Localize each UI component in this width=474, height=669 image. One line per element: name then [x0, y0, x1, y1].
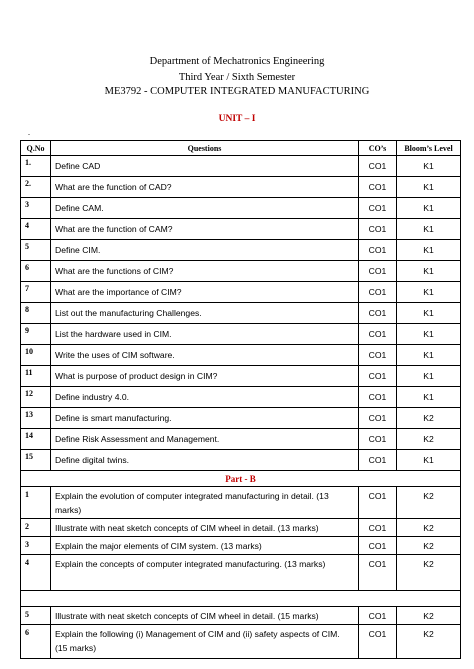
blooms-level: K1: [397, 366, 461, 387]
question-text: Define CAD: [51, 156, 359, 177]
question-number: 10: [21, 345, 51, 366]
table-row: [21, 198, 461, 219]
blooms-level: K2: [397, 625, 461, 659]
part-b-body: [21, 487, 461, 591]
table-row: [21, 303, 461, 324]
blank-row: [21, 591, 461, 607]
stray-dot: .: [28, 128, 30, 137]
question-number: 1.: [21, 156, 51, 177]
blooms-level: K2: [397, 429, 461, 450]
blooms-level: K1: [397, 450, 461, 471]
table-row: [21, 282, 461, 303]
table-row: [21, 625, 461, 659]
header-cos: CO’s: [359, 141, 397, 156]
blooms-level: K1: [397, 177, 461, 198]
question-text: What is purpose of product design in CIM?: [51, 366, 359, 387]
course-outcome: CO1: [359, 555, 397, 591]
question-number: 14: [21, 429, 51, 450]
question-text: Explain the evolution of computer integrated manufacturing in detail. (13 marks): [51, 487, 359, 519]
blooms-level: K1: [397, 387, 461, 408]
question-text: Explain the major elements of CIM system. (13 marks): [51, 537, 359, 555]
course-outcome: CO1: [359, 519, 397, 537]
table-header-row: [21, 141, 461, 156]
question-text: What are the function of CAM?: [51, 219, 359, 240]
course-outcome: CO1: [359, 408, 397, 429]
table-row: [21, 607, 461, 625]
question-number: 5: [21, 607, 51, 625]
course-outcome: CO1: [359, 450, 397, 471]
question-text: Define industry 4.0.: [51, 387, 359, 408]
part-c-body: [21, 607, 461, 659]
question-text: Write the uses of CIM software.: [51, 345, 359, 366]
question-text: What are the function of CAD?: [51, 177, 359, 198]
table-row: [21, 387, 461, 408]
question-number: 11: [21, 366, 51, 387]
blooms-level: K1: [397, 219, 461, 240]
question-number: 2.: [21, 177, 51, 198]
table-row: [21, 219, 461, 240]
course-outcome: CO1: [359, 607, 397, 625]
course-outcome: CO1: [359, 345, 397, 366]
question-number: 4: [21, 555, 51, 591]
blooms-level: K1: [397, 282, 461, 303]
question-number: 7: [21, 282, 51, 303]
part-b-heading: Part - B: [21, 471, 461, 487]
course-outcome: CO1: [359, 261, 397, 282]
part-a-body: [21, 156, 461, 471]
course-outcome: CO1: [359, 487, 397, 519]
question-text: Explain the following (i) Management of CIM and (ii) safety aspects of CIM. (15 marks): [51, 625, 359, 659]
question-number: 1: [21, 487, 51, 519]
question-text: What are the importance of CIM?: [51, 282, 359, 303]
blooms-level: K2: [397, 408, 461, 429]
part-b-heading-row: [21, 471, 461, 487]
question-text: Explain the concepts of computer integrated manufacturing. (13 marks): [51, 555, 359, 591]
question-text: Define Risk Assessment and Management.: [51, 429, 359, 450]
question-number: 6: [21, 261, 51, 282]
question-text: Illustrate with neat sketch concepts of CIM wheel in detail. (13 marks): [51, 519, 359, 537]
table-row: [21, 429, 461, 450]
table-row: [21, 177, 461, 198]
question-number: 3: [21, 537, 51, 555]
question-number: 12: [21, 387, 51, 408]
question-number: 6: [21, 625, 51, 659]
question-text: What are the functions of CIM?: [51, 261, 359, 282]
course-outcome: CO1: [359, 198, 397, 219]
question-number: 15: [21, 450, 51, 471]
blooms-level: K1: [397, 156, 461, 177]
question-text: Define CAM.: [51, 198, 359, 219]
course-outcome: CO1: [359, 282, 397, 303]
blooms-level: K1: [397, 303, 461, 324]
header-blooms-level: Bloom’s Level: [397, 141, 461, 156]
department-title: Department of Mechatronics Engineering: [149, 56, 325, 67]
table-row: [21, 450, 461, 471]
blooms-level: K1: [397, 240, 461, 261]
year-semester: Third Year / Sixth Semester: [178, 72, 296, 83]
blooms-level: K2: [397, 607, 461, 625]
blooms-level: K1: [397, 198, 461, 219]
course-outcome: CO1: [359, 303, 397, 324]
question-text: List out the manufacturing Challenges.: [51, 303, 359, 324]
course-outcome: CO1: [359, 366, 397, 387]
course-outcome: CO1: [359, 429, 397, 450]
table-row: [21, 240, 461, 261]
table-row: [21, 261, 461, 282]
blank-cell: [21, 591, 461, 607]
course-outcome: CO1: [359, 625, 397, 659]
question-number: 2: [21, 519, 51, 537]
question-text: List the hardware used in CIM.: [51, 324, 359, 345]
question-number: 13: [21, 408, 51, 429]
table-row: [21, 487, 461, 519]
blooms-level: K2: [397, 519, 461, 537]
question-text: Define is smart manufacturing.: [51, 408, 359, 429]
table-row: [21, 366, 461, 387]
unit-heading: UNIT – I: [218, 114, 256, 124]
table-row: [21, 519, 461, 537]
course-outcome: CO1: [359, 177, 397, 198]
header-questions: Questions: [51, 141, 359, 156]
table-row: [21, 537, 461, 555]
question-table: [20, 140, 461, 659]
blooms-level: K1: [397, 345, 461, 366]
table-row: [21, 555, 461, 591]
table-row: [21, 408, 461, 429]
table-row: [21, 156, 461, 177]
table-row: [21, 324, 461, 345]
course-outcome: CO1: [359, 240, 397, 261]
blooms-level: K1: [397, 261, 461, 282]
course-outcome: CO1: [359, 324, 397, 345]
blooms-level: K1: [397, 324, 461, 345]
table-row: [21, 345, 461, 366]
question-number: 9: [21, 324, 51, 345]
course-outcome: CO1: [359, 387, 397, 408]
blooms-level: K2: [397, 537, 461, 555]
header-qno: Q.No: [21, 141, 51, 156]
question-number: 8: [21, 303, 51, 324]
question-number: 3: [21, 198, 51, 219]
question-text: Define digital twins.: [51, 450, 359, 471]
question-text: Define CIM.: [51, 240, 359, 261]
course-outcome: CO1: [359, 537, 397, 555]
course-outcome: CO1: [359, 219, 397, 240]
question-number: 4: [21, 219, 51, 240]
question-text: Illustrate with neat sketch concepts of CIM wheel in detail. (15 marks): [51, 607, 359, 625]
course-title: ME3792 - COMPUTER INTEGRATED MANUFACTURING: [104, 86, 370, 97]
blooms-level: K2: [397, 487, 461, 519]
blooms-level: K2: [397, 555, 461, 591]
course-outcome: CO1: [359, 156, 397, 177]
question-number: 5: [21, 240, 51, 261]
